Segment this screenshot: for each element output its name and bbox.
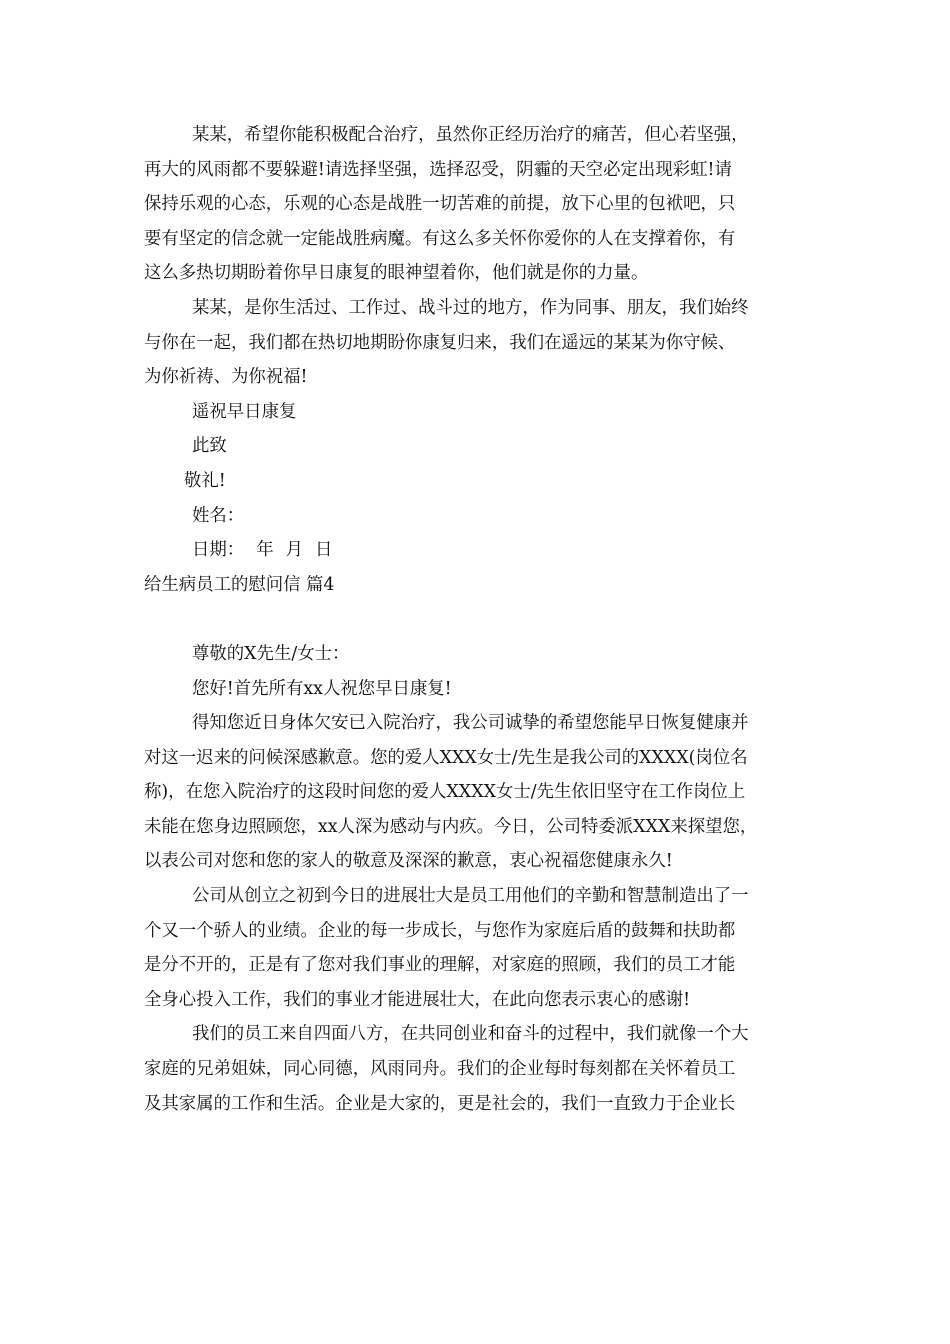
section-title: 给生病员工的慰问信 篇4 xyxy=(144,574,335,595)
date-day: 日 xyxy=(315,540,333,561)
paragraph-line: 再大的风雨都不要躲避!请选择坚强，选择忍受，阴霾的天空必定出现彩虹!请 xyxy=(144,159,732,180)
paragraph-line: 公司从创立之初到今日的进展壮大是员工用他们的辛勤和智慧制造出了一 xyxy=(192,886,749,907)
paragraph-line: 对这一迟来的问候深感歉意。您的爱人XXX女士/先生是我公司的XXXX(岗位名 xyxy=(144,747,748,768)
paragraph-line: 称)，在您入院治疗的这段时间您的爱人XXXX女士/先生依旧坚守在工作岗位上 xyxy=(144,782,746,803)
blank-line xyxy=(144,602,804,637)
paragraph-line: 某某，希望你能积极配合治疗，虽然你正经历治疗的痛苦，但心若坚强， xyxy=(192,125,749,145)
date-label: 日期： xyxy=(192,540,245,561)
paragraph-line: 为你祈祷、为你祝福! xyxy=(144,367,308,388)
document-page xyxy=(144,118,804,1121)
paragraph-line: 与你在一起，我们都在热切地期盼你康复归来，我们在遥远的某某为你守候、 xyxy=(144,332,736,353)
closing-wish: 遥祝早日康复 xyxy=(192,401,297,422)
closing-to: 此致 xyxy=(192,436,227,457)
paragraph-line: 要有坚定的信念就一定能战胜病魔。有这么多关怀你爱你的人在支撑着你，有 xyxy=(144,228,736,249)
paragraph-line: 未能在您身边照顾您，xx人深为感动与内疚。今日，公司特委派XXX来探望您， xyxy=(144,816,758,837)
paragraph-line: 我们的员工来自四面八方，在共同创业和奋斗的过程中，我们就像一个大 xyxy=(192,1024,749,1045)
paragraph-line: 这么多热切期盼着你早日康复的眼神望着你，他们就是你的力量。 xyxy=(144,263,649,284)
date-field xyxy=(144,533,804,568)
salutation: 尊敬的X先生/女士： xyxy=(192,643,350,664)
paragraph-line: 个又一个骄人的业绩。企业的每一步成长，与您作为家庭后盾的鼓舞和扶助都 xyxy=(144,920,736,941)
date-year: 年 xyxy=(256,540,274,561)
paragraph-line: 家庭的兄弟姐妹，同心同德，风雨同舟。我们的企业每时每刻都在关怀着员工 xyxy=(144,1059,736,1080)
closing-salute: 敬礼! xyxy=(184,470,226,491)
date-month: 月 xyxy=(285,540,303,561)
paragraph-line: 保持乐观的心态，乐观的心态是战胜一切苦难的前提，放下心里的包袱吧，只 xyxy=(144,194,736,215)
paragraph-line: 及其家属的工作和生活。企业是大家的，更是社会的，我们一直致力于企业长 xyxy=(144,1093,736,1114)
greeting: 您好!首先所有xx人祝您早日康复! xyxy=(192,678,452,699)
paragraph-line: 得知您近日身体欠安已入院治疗，我公司诚挚的希望您能早日恢复健康并 xyxy=(192,713,749,734)
paragraph-line: 某某，是你生活过、工作过、战斗过的地方，作为同事、朋友，我们始终 xyxy=(192,297,749,318)
name-field: 姓名： xyxy=(192,505,245,526)
paragraph-line: 全身心投入工作，我们的事业才能进展壮大，在此向您表示衷心的感谢! xyxy=(144,989,691,1010)
paragraph-line: 是分不开的，正是有了您对我们事业的理解，对家庭的照顾，我们的员工才能 xyxy=(144,955,736,976)
paragraph-line: 以表公司对您和您的家人的敬意及深深的歉意，衷心祝福您健康永久! xyxy=(144,851,673,872)
